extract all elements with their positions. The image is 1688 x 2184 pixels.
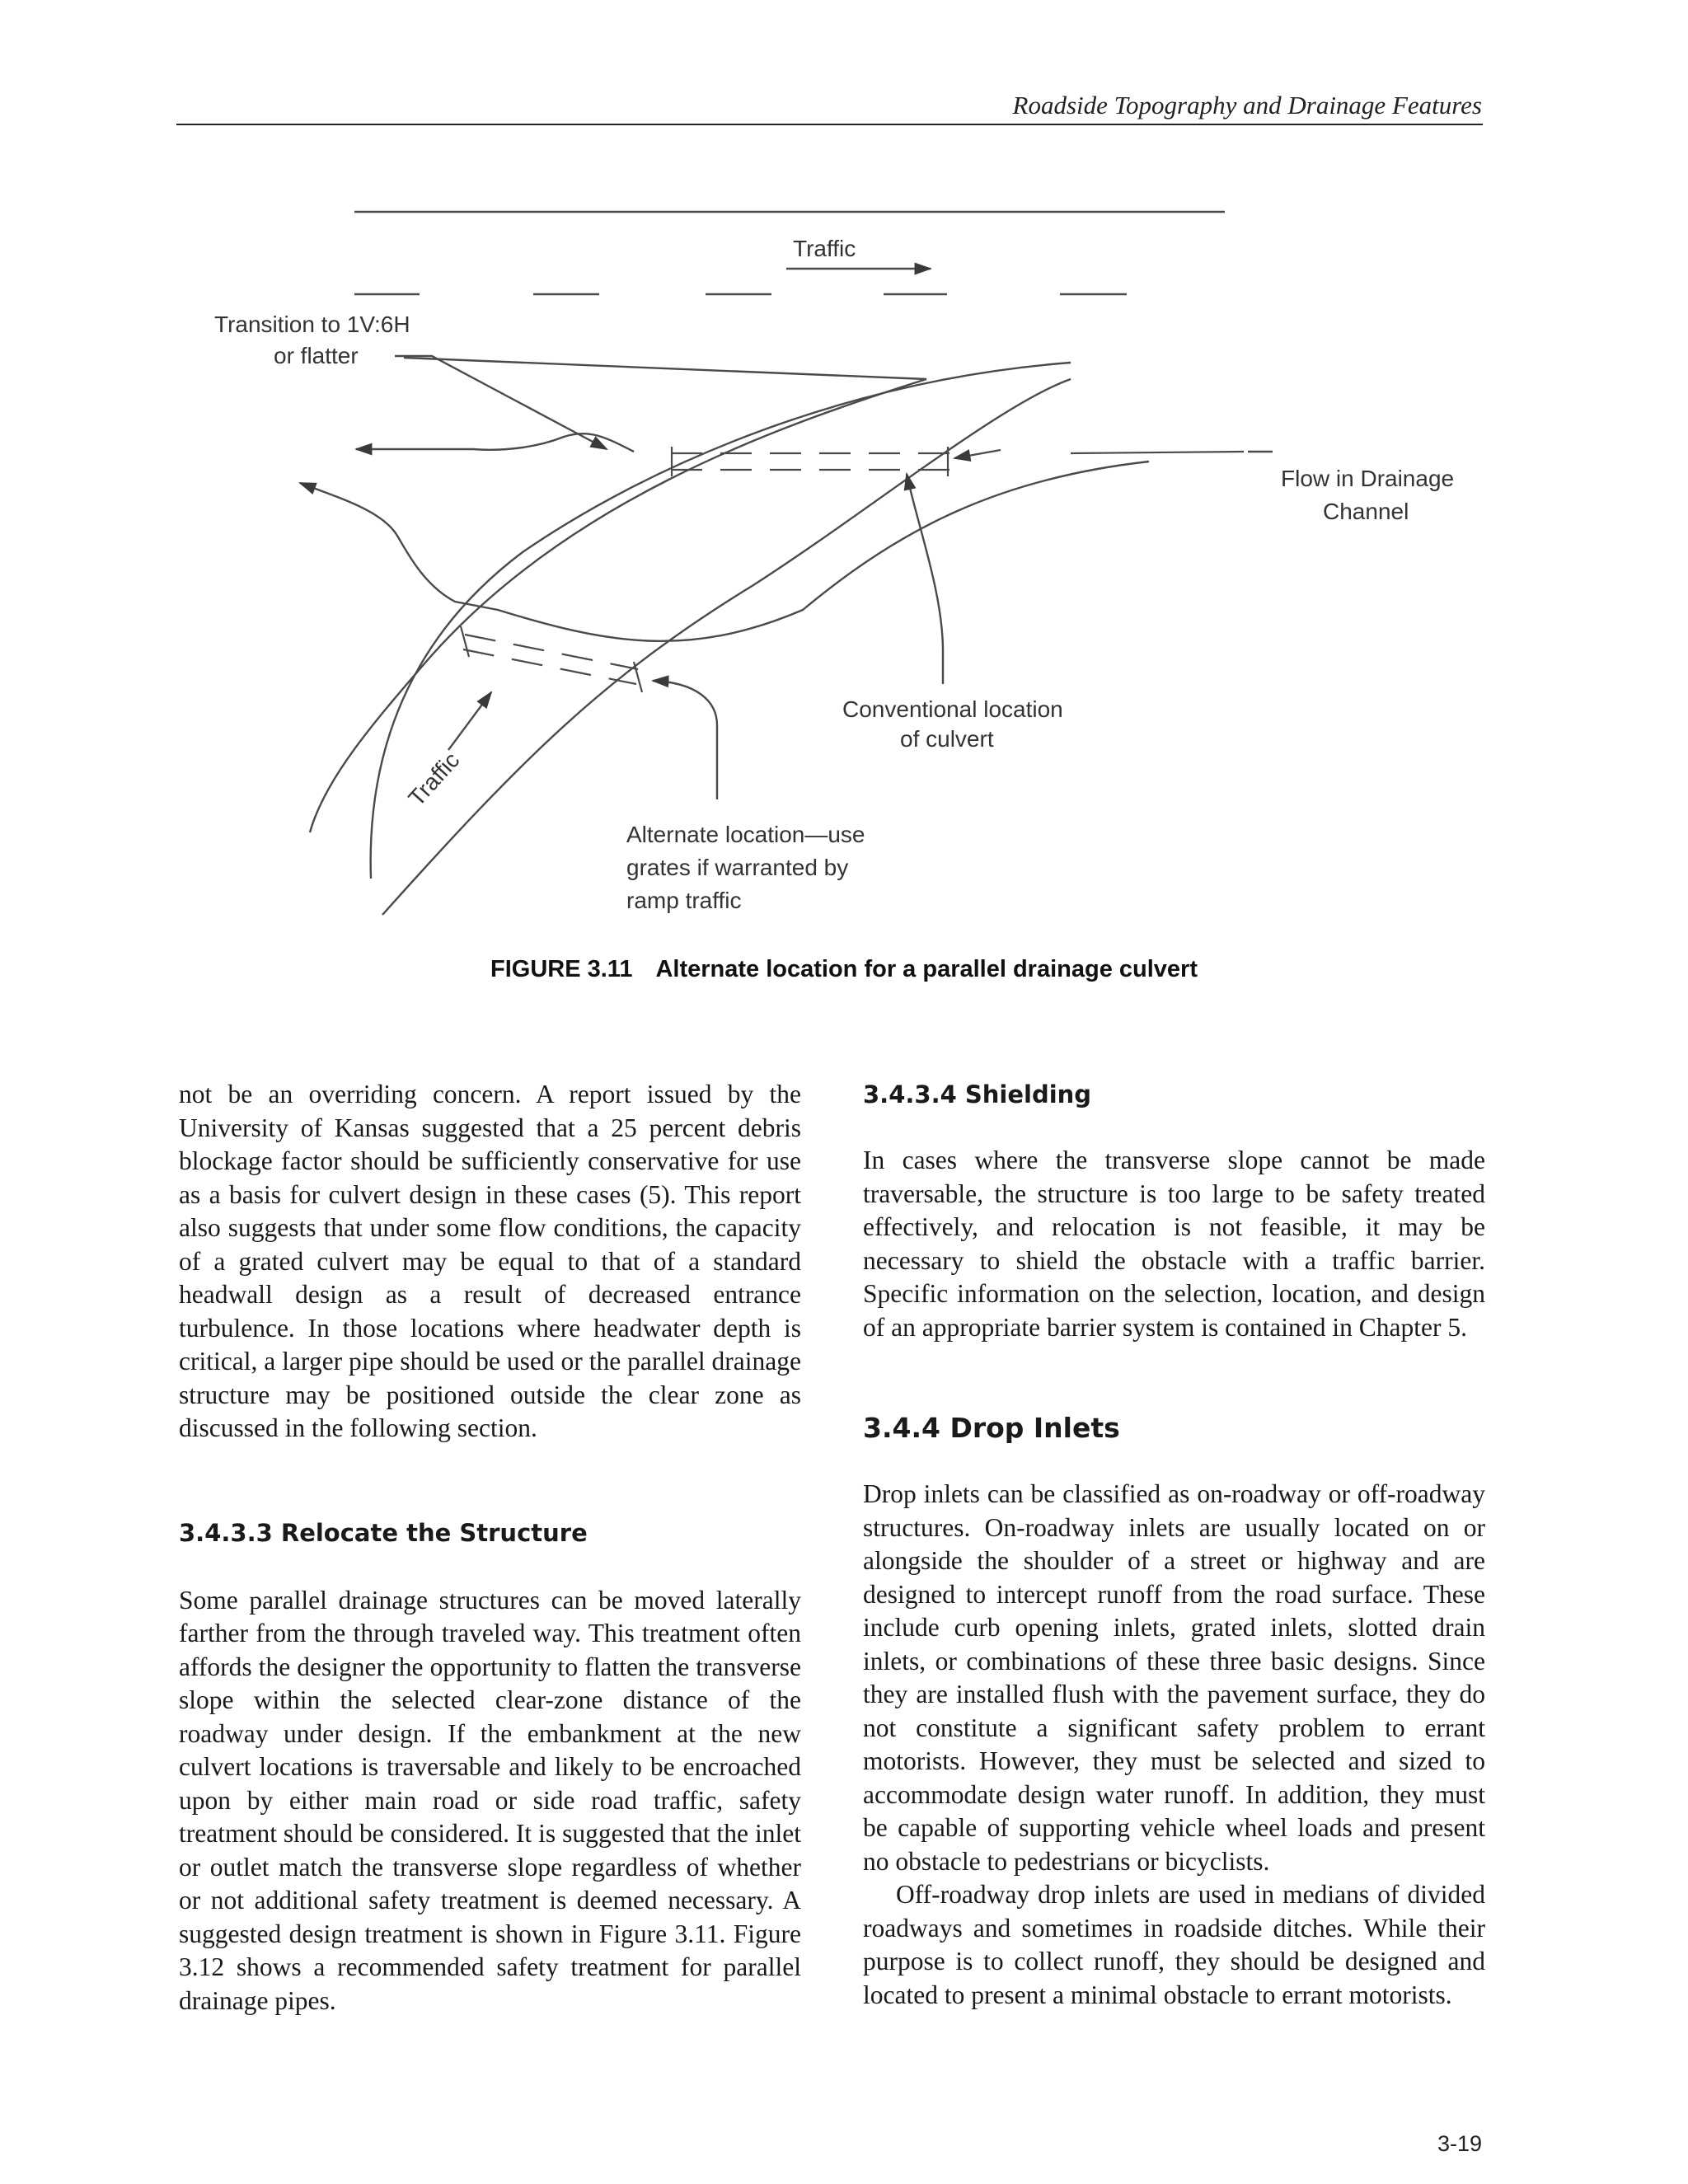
label-traffic-main: Traffic [793,236,856,261]
label-flow: Flow in Drainage [1281,466,1455,491]
right-column [863,1078,1485,2012]
paragraph: Off-roadway drop inlets are used in medians of divided roadways and sometimes in roadside ditches. While their purpose is to collect runoff, they should be designed and located to present a minimal obstacle to errant motorists. [863,1880,1485,2009]
section-heading: 3.4.4 Drop Inlets [863,1412,1120,1444]
page-number: 3-19 [1437,2131,1482,2156]
leader-alternate [653,681,717,799]
paragraph: Drop inlets can be classified as on-roadway or off-roadway structures. On-roadway inlets are usually located on or alongside the shoulder of a street or highway and are designed to intercept runoff from the road surface. These include curb opening inlets, grated inlets, slotted drain inlets, or combinations of these three basic designs. Since they are installed flush with the pavement surface, they do not constitute a significant safety problem to errant motorists. However, they must be selected and sized to accommodate design water runoff. In addition, they must be capable of supporting vehicle wheel loads and present no obstacle to pedestrians or bicyclists. [863,1479,1485,1876]
caption-number: FIGURE 3.11 [490,956,633,982]
label-alternate-3: ramp traffic [626,888,742,913]
drainage-flow-left [356,434,634,452]
flow-arrow-into-culvert [954,450,1001,458]
paragraph: Some parallel drainage structures can be moved laterally farther from the through traveled way. This treatment often affords the designer the opportunity to flatten the transverse slope within the selected clear-zone distance of the roadway under design. If the embankment at the new culvert locations is traversable and likely to be encroached upon by either main road or side road traffic, safety treatment should be considered. It is suggested that the inlet or outlet match the transverse slope regardless of whether or not additional safety treatment is deemed necessary. A suggested design treatment is shown in Figure 3.11. Figure 3.12 shows a recommended safety treatment for parallel drainage pipes. [179,1585,801,2015]
label-conventional: Conventional location [842,696,1063,722]
ramp-traffic-arrow [448,692,491,750]
shoulder-edge [310,358,926,832]
figure-caption [0,956,1688,983]
drainage-flow-lower [300,462,1149,641]
running-head: Roadside Topography and Drainage Features [1012,91,1482,120]
label-transition: Transition to 1V:6H [214,312,410,337]
conventional-culvert [671,447,950,476]
section-heading: 3.4.3.3 Relocate the Structure [179,1518,588,1547]
label-transition-2: or flatter [274,343,359,368]
label-alternate: Alternate location—use [626,822,865,847]
drainage-channel-upper [1071,452,1244,453]
section-heading: 3.4.3.4 Shielding [863,1080,1092,1108]
header-rule [176,124,1483,125]
left-column [179,1078,801,2018]
label-traffic-ramp: Traffic [403,747,465,812]
caption-text: Alternate location for a parallel drainage culvert [655,956,1198,982]
paragraph: In cases where the transverse slope cannot be made traversable, the structure is too large to be safety treated effectively, and relocation is not feasible, it may be necessary to shield the obstacle with a traffic barrier. Specific information on the selection, location, and design of an appropriate barrier system is contained in Chapter 5. [863,1146,1485,1342]
figure-3-11 [176,165,1483,940]
leader-transition [395,356,607,449]
label-conventional-2: of culvert [900,726,994,752]
ramp-edge-outer [371,363,1071,879]
label-flow-2: Channel [1323,499,1409,524]
leader-conventional [907,474,943,684]
paragraph: not be an overriding concern. A report issued by the University of Kansas suggested that a 25 percent debris blockage factor should be sufficiently conservative for use as a basis for culvert design in these cases (5). This report also suggests that under some flow conditions, the capacity of a grated culvert may be equal to that of a standard headwall design as a result of decreased entrance turbulence. In those locations where headwater depth is critical, a larger pipe should be used or the parallel drainage structure may be positioned outside the clear zone as discussed in the following section. [179,1080,801,1442]
label-alternate-2: grates if warranted by [626,855,849,880]
culvert-diagram [176,165,1483,940]
